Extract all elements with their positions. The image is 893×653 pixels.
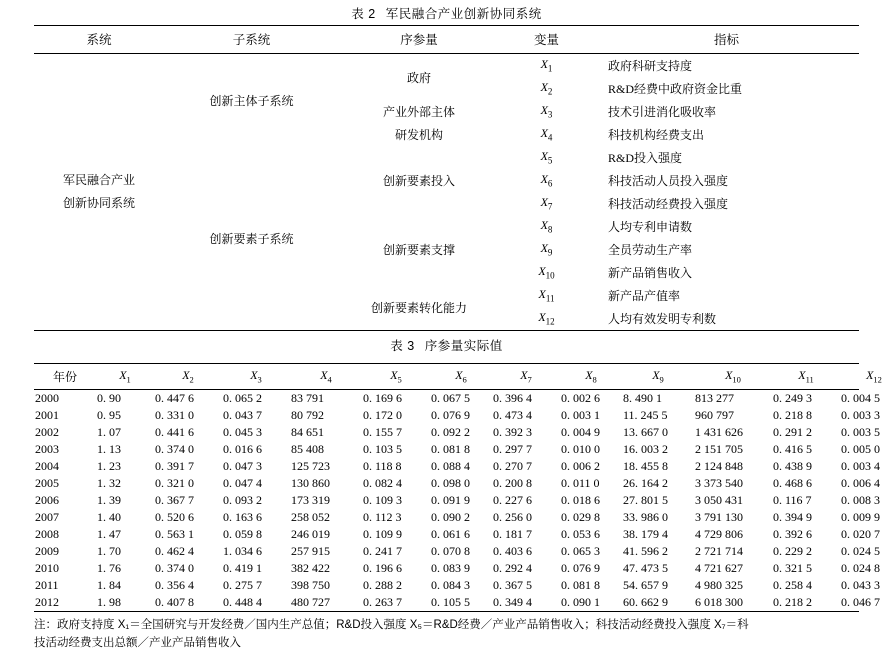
data-cell: 0. 112 3: [363, 510, 402, 524]
data-cell: 0. 462 4: [155, 544, 194, 558]
data-cell: 0. 181 7: [493, 527, 532, 541]
table3-title-text: 序参量实际值: [424, 339, 503, 353]
indicator-cell: 人均有效发明专利数: [608, 312, 717, 326]
table-row: [34, 54, 859, 77]
data-cell: 0. 374 0: [155, 442, 194, 456]
data-cell: 1. 39: [97, 493, 121, 507]
data-cell: 0. 065 3: [561, 544, 600, 558]
data-cell: 257 915: [291, 544, 330, 558]
data-cell: 3 791 130: [695, 510, 743, 524]
table3-head: [34, 364, 893, 389]
variable-cell: [499, 77, 594, 100]
data-cell: 0. 081 8: [561, 578, 600, 592]
data-cell: 0. 109 9: [363, 527, 402, 541]
table3-col-x9: $X_9$: [652, 368, 664, 385]
data-cell: 0. 020 7: [841, 527, 880, 541]
data-cell: 0. 002 6: [561, 391, 600, 405]
data-cell: 0. 321 5: [773, 561, 812, 575]
data-cell: 1. 13: [97, 442, 121, 456]
data-cell: 0. 407 8: [155, 595, 194, 609]
data-cell: 4 980 325: [695, 578, 743, 592]
year-cell: 2004: [35, 459, 59, 473]
data-cell: 0. 468 6: [773, 476, 812, 490]
data-cell: 0. 090 1: [561, 595, 600, 609]
table2-body-table: [34, 54, 859, 330]
year-cell: 2005: [35, 476, 59, 490]
data-cell: 85 408: [291, 442, 324, 456]
order-param-cell: 创新要素转化能力: [370, 300, 467, 315]
data-cell: 0. 218 8: [773, 408, 812, 422]
table3-col-x10: $X_{10}$: [725, 368, 741, 385]
data-cell: 2 151 705: [695, 442, 743, 456]
variable-cell: [499, 238, 594, 261]
data-cell: 38. 179 4: [623, 527, 668, 541]
data-cell: 83 791: [291, 391, 324, 405]
data-cell: 0. 046 7: [841, 595, 880, 609]
indicator-cell: 政府科研支持度: [608, 59, 693, 73]
year-cell: 2001: [35, 408, 59, 422]
data-cell: 6 018 300: [695, 595, 743, 609]
variable-subscript: 1: [547, 63, 553, 74]
variable-cell: [499, 100, 594, 123]
data-cell: 0. 004 5: [841, 391, 880, 405]
data-cell: 0. 288 2: [363, 578, 402, 592]
system-name-line2: 创新协同系统: [62, 196, 135, 210]
data-cell: 0. 520 6: [155, 510, 194, 524]
year-cell: 2010: [35, 561, 59, 575]
table-row: [34, 526, 893, 543]
table2-caption: [0, 0, 893, 25]
table-note: [34, 617, 859, 653]
data-cell: 0. 331 0: [155, 408, 194, 422]
table3-caption: [0, 331, 893, 357]
year-cell: 2011: [35, 578, 59, 592]
table3-header-row: [34, 364, 893, 389]
data-cell: 0. 018 6: [561, 493, 600, 507]
order-param-cell: 政府: [406, 70, 431, 85]
variable-symbol: X: [538, 287, 546, 302]
data-cell: 0. 084 3: [431, 578, 470, 592]
data-cell: 8. 490 1: [623, 391, 662, 405]
variable-subscript: 9: [547, 247, 553, 258]
data-cell: 0. 076 9: [431, 408, 470, 422]
subsystem-name-cell: 创新要素子系统: [209, 231, 294, 246]
data-cell: 125 723: [291, 459, 330, 473]
variable-cell: [499, 123, 594, 146]
data-cell: 0. 029 8: [561, 510, 600, 524]
data-cell: 0. 008 3: [841, 493, 880, 507]
data-cell: 1. 23: [97, 459, 121, 473]
table-row: [34, 509, 893, 526]
year-cell: 2000: [35, 391, 59, 405]
indicator-cell: 科技活动人员投入强度: [608, 174, 729, 188]
variable-subscript: 11: [545, 293, 555, 304]
data-cell: 398 750: [291, 578, 330, 592]
order-param-cell: 创新要素支撑: [382, 243, 455, 257]
year-cell: 2006: [35, 493, 59, 507]
table-row: [34, 424, 893, 441]
table2-header-row: [34, 26, 859, 53]
table3-col-year: 年份: [52, 370, 77, 384]
data-cell: 60. 662 9: [623, 595, 668, 609]
table2-col-system: 系统: [86, 33, 112, 47]
data-cell: 1. 034 6: [223, 544, 262, 558]
data-cell: 0. 098 0: [431, 476, 470, 490]
data-cell: 0. 227 6: [493, 493, 532, 507]
data-cell: 0. 321 0: [155, 476, 194, 490]
year-cell: 2009: [35, 544, 59, 558]
variable-symbol: X: [538, 264, 546, 279]
data-cell: 0. 103 5: [363, 442, 402, 456]
order-param-cell: 创新要素投入: [382, 174, 455, 188]
data-cell: 0. 297 7: [493, 442, 532, 456]
data-cell: 0. 374 0: [155, 561, 194, 575]
table-row: [34, 407, 893, 424]
data-cell: 0. 241 7: [363, 544, 402, 558]
data-cell: 0. 005 0: [841, 442, 880, 456]
data-cell: 0. 088 4: [431, 459, 470, 473]
indicator-cell: 人均专利申请数: [608, 220, 693, 234]
variable-cell: [499, 54, 594, 77]
data-cell: 0. 053 6: [561, 527, 600, 541]
table3-col-x5: $X_5$: [390, 368, 402, 385]
variable-subscript: 10: [545, 270, 555, 281]
data-cell: 0. 291 2: [773, 425, 812, 439]
data-cell: 0. 256 0: [493, 510, 532, 524]
table-row: [34, 543, 893, 560]
variable-cell: [499, 215, 594, 238]
table-row: [34, 492, 893, 509]
data-cell: 0. 105 5: [431, 595, 470, 609]
data-cell: 0. 003 1: [561, 408, 600, 422]
data-cell: 0. 419 1: [223, 561, 262, 575]
data-cell: 0. 391 7: [155, 459, 194, 473]
data-cell: 0. 082 4: [363, 476, 402, 490]
data-cell: 0. 010 0: [561, 442, 600, 456]
variable-symbol: X: [540, 126, 548, 141]
data-cell: 0. 047 4: [223, 476, 262, 490]
data-cell: 1. 47: [97, 527, 121, 541]
data-cell: 130 860: [291, 476, 330, 490]
data-cell: 0. 229 2: [773, 544, 812, 558]
data-cell: 0. 024 8: [841, 561, 880, 575]
variable-symbol: X: [538, 310, 546, 325]
system-name-cell: [34, 54, 164, 330]
data-cell: 54. 657 9: [623, 578, 668, 592]
table2-col-variable: 变量: [533, 33, 559, 47]
data-cell: 0. 003 4: [841, 459, 880, 473]
table2-col-order-param: 序参量: [400, 33, 438, 47]
variable-subscript: 2: [547, 86, 553, 97]
table3: [34, 364, 893, 389]
data-cell: 960 797: [695, 408, 734, 422]
data-cell: 2 124 848: [695, 459, 743, 473]
data-cell: 0. 011 0: [561, 476, 600, 490]
data-cell: 0. 006 4: [841, 476, 880, 490]
data-cell: 0. 200 8: [493, 476, 532, 490]
data-cell: 0. 563 1: [155, 527, 194, 541]
data-cell: 1. 32: [97, 476, 121, 490]
indicator-cell: R&D投入强度: [608, 151, 683, 165]
data-cell: 813 277: [695, 391, 734, 405]
data-cell: 0. 006 2: [561, 459, 600, 473]
data-cell: 27. 801 5: [623, 493, 668, 507]
variable-subscript: 8: [547, 224, 553, 235]
data-cell: 0. 163 6: [223, 510, 262, 524]
data-cell: 41. 596 2: [623, 544, 668, 558]
data-cell: 0. 349 4: [493, 595, 532, 609]
data-cell: 0. 004 9: [561, 425, 600, 439]
data-cell: 0. 416 5: [773, 442, 812, 456]
data-cell: 0. 067 5: [431, 391, 470, 405]
data-cell: 0. 109 3: [363, 493, 402, 507]
variable-subscript: 6: [547, 178, 553, 189]
data-cell: 0. 447 6: [155, 391, 194, 405]
data-cell: 0. 275 7: [223, 578, 262, 592]
table2-body: [34, 54, 859, 330]
indicator-cell: 新产品产值率: [608, 289, 681, 303]
data-cell: 0. 196 6: [363, 561, 402, 575]
year-cell: 2003: [35, 442, 59, 456]
data-cell: 0. 047 3: [223, 459, 262, 473]
data-cell: 33. 986 0: [623, 510, 668, 524]
year-cell: 2002: [35, 425, 59, 439]
variable-symbol: X: [540, 218, 548, 233]
system-name-line1: 军民融合产业: [62, 173, 135, 188]
data-cell: 3 050 431: [695, 493, 743, 507]
indicator-cell: 科技机构经费支出: [608, 128, 705, 142]
table3-bottom-rule: [34, 611, 859, 612]
variable-subscript: 4: [547, 132, 553, 143]
variable-cell: [499, 169, 594, 192]
data-cell: 1. 84: [97, 578, 121, 592]
data-cell: 2 721 714: [695, 544, 743, 558]
table2-col-subsystem: 子系统: [232, 33, 271, 47]
table2-wrapper: [34, 25, 859, 331]
variable-symbol: X: [540, 195, 548, 210]
data-cell: 0. 394 9: [773, 510, 812, 524]
data-cell: 0. 448 4: [223, 595, 262, 609]
variable-cell: [499, 261, 594, 284]
data-cell: 11. 245 5: [623, 408, 668, 422]
data-cell: 0. 059 8: [223, 527, 262, 541]
table2-head: [34, 26, 859, 53]
data-cell: 0. 392 3: [493, 425, 532, 439]
data-cell: 4 729 806: [695, 527, 743, 541]
table2-col-indicator: 指标: [713, 33, 739, 47]
data-cell: 0. 065 2: [223, 391, 262, 405]
table-row: [34, 390, 893, 407]
year-cell: 2012: [35, 595, 59, 609]
data-cell: 0. 441 6: [155, 425, 194, 439]
note-line-1: 注：政府支持度 X₁＝全国研究与开发经费／国内生产总值；R&D投入强度 X₅＝R&D经费／产业产品销售收入；科技活动经费投入强度 X₇＝科: [34, 619, 749, 631]
table-row: [34, 594, 893, 611]
variable-subscript: 5: [547, 155, 553, 166]
data-cell: 0. 091 9: [431, 493, 470, 507]
table-row: [34, 475, 893, 492]
data-cell: 0. 045 3: [223, 425, 262, 439]
table3-body-table: [34, 390, 893, 611]
data-cell: 47. 473 5: [623, 561, 668, 575]
data-cell: 0. 473 4: [493, 408, 532, 422]
subsystem-name-cell: 创新主体子系统: [209, 93, 294, 108]
data-cell: 0. 003 3: [841, 408, 880, 422]
data-cell: 0. 95: [97, 408, 121, 422]
table-row: [34, 577, 893, 594]
table3-col-x1: $X_1$: [119, 368, 131, 385]
data-cell: 0. 116 7: [773, 493, 812, 507]
data-cell: 0. 009 9: [841, 510, 880, 524]
table3-col-x2: $X_2$: [182, 368, 194, 385]
year-cell: 2007: [35, 510, 59, 524]
data-cell: 0. 061 6: [431, 527, 470, 541]
data-cell: 1. 40: [97, 510, 121, 524]
order-param-cell: 产业外部主体: [382, 105, 455, 119]
indicator-cell: 全员劳动生产率: [608, 243, 693, 257]
data-cell: 18. 455 8: [623, 459, 668, 473]
data-cell: 0. 367 5: [493, 578, 532, 592]
indicator-cell: R&D经费中政府资金比重: [608, 82, 743, 96]
data-cell: 0. 118 8: [363, 459, 402, 473]
variable-subscript: 7: [547, 201, 553, 212]
data-cell: 382 422: [291, 561, 330, 575]
data-cell: 0. 218 2: [773, 595, 812, 609]
table2-title-text: 军民融合产业创新协同系统: [385, 7, 542, 21]
order-param-cell: 研发机构: [394, 128, 443, 142]
data-cell: 1 431 626: [695, 425, 743, 439]
variable-cell: [499, 192, 594, 215]
indicator-cell: 科技活动经费投入强度: [608, 197, 729, 211]
variable-symbol: X: [540, 149, 548, 164]
data-cell: 0. 093 2: [223, 493, 262, 507]
data-cell: 0. 392 6: [773, 527, 812, 541]
data-cell: 0. 070 8: [431, 544, 470, 558]
table3-col-x3: $X_3$: [250, 368, 262, 385]
table3-number: 表 3: [390, 339, 415, 353]
data-cell: 246 019: [291, 527, 330, 541]
data-cell: 84 651: [291, 425, 324, 439]
indicator-cell: 技术引进消化吸收率: [608, 105, 717, 119]
data-cell: 16. 003 2: [623, 442, 668, 456]
table3-col-x7: $X_7$: [520, 368, 532, 385]
table3-col-x12: $X_{12}$: [866, 368, 882, 385]
data-cell: 0. 083 9: [431, 561, 470, 575]
variable-cell: [499, 307, 594, 330]
data-cell: 26. 164 2: [623, 476, 668, 490]
data-cell: 0. 043 7: [223, 408, 262, 422]
table2-number: 表 2: [351, 7, 376, 21]
data-cell: 0. 292 4: [493, 561, 532, 575]
table3-wrapper: [34, 363, 882, 612]
table3-col-x6: $X_6$: [455, 368, 467, 385]
data-cell: 0. 396 4: [493, 391, 532, 405]
data-cell: 1. 98: [97, 595, 121, 609]
data-cell: 0. 403 6: [493, 544, 532, 558]
table3-body: [34, 390, 893, 611]
data-cell: 0. 155 7: [363, 425, 402, 439]
data-cell: 0. 003 5: [841, 425, 880, 439]
data-cell: 480 727: [291, 595, 330, 609]
data-cell: 0. 076 9: [561, 561, 600, 575]
table-row: [34, 560, 893, 577]
variable-cell: [499, 284, 594, 307]
data-cell: 173 319: [291, 493, 330, 507]
data-cell: 0. 090 2: [431, 510, 470, 524]
data-cell: 0. 081 8: [431, 442, 470, 456]
data-cell: 0. 90: [97, 391, 121, 405]
data-cell: 0. 172 0: [363, 408, 402, 422]
data-cell: 13. 667 0: [623, 425, 668, 439]
variable-symbol: X: [540, 80, 548, 95]
data-cell: 1. 07: [97, 425, 121, 439]
data-cell: 0. 016 6: [223, 442, 262, 456]
variable-subscript: 3: [547, 109, 553, 120]
data-cell: 0. 258 4: [773, 578, 812, 592]
table-row: [34, 458, 893, 475]
data-cell: 0. 092 2: [431, 425, 470, 439]
table3-col-x8: $X_8$: [585, 368, 597, 385]
data-cell: 1. 70: [97, 544, 121, 558]
data-cell: 4 721 627: [695, 561, 743, 575]
data-cell: 0. 263 7: [363, 595, 402, 609]
data-cell: 0. 367 7: [155, 493, 194, 507]
variable-symbol: X: [540, 241, 548, 256]
table3-col-x4: $X_4$: [320, 368, 332, 385]
variable-symbol: X: [540, 172, 548, 187]
data-cell: 0. 438 9: [773, 459, 812, 473]
data-cell: 0. 043 3: [841, 578, 880, 592]
variable-subscript: 12: [545, 316, 555, 327]
table2: [34, 26, 859, 53]
data-cell: 80 792: [291, 408, 324, 422]
data-cell: 0. 024 5: [841, 544, 880, 558]
indicator-cell: 新产品销售收入: [608, 266, 693, 280]
table-row: [34, 441, 893, 458]
data-cell: 0. 249 3: [773, 391, 812, 405]
variable-cell: [499, 146, 594, 169]
variable-symbol: X: [540, 57, 548, 72]
data-cell: 258 052: [291, 510, 330, 524]
data-cell: 3 373 540: [695, 476, 743, 490]
data-cell: 0. 356 4: [155, 578, 194, 592]
data-cell: 1. 76: [97, 561, 121, 575]
variable-symbol: X: [540, 103, 548, 118]
year-cell: 2008: [35, 527, 59, 541]
data-cell: 0. 270 7: [493, 459, 532, 473]
table3-col-x11: $X_{11}$: [798, 368, 814, 385]
note-line-2: 技活动经费支出总额／产业产品销售收入: [34, 636, 241, 649]
data-cell: 0. 169 6: [363, 391, 402, 405]
